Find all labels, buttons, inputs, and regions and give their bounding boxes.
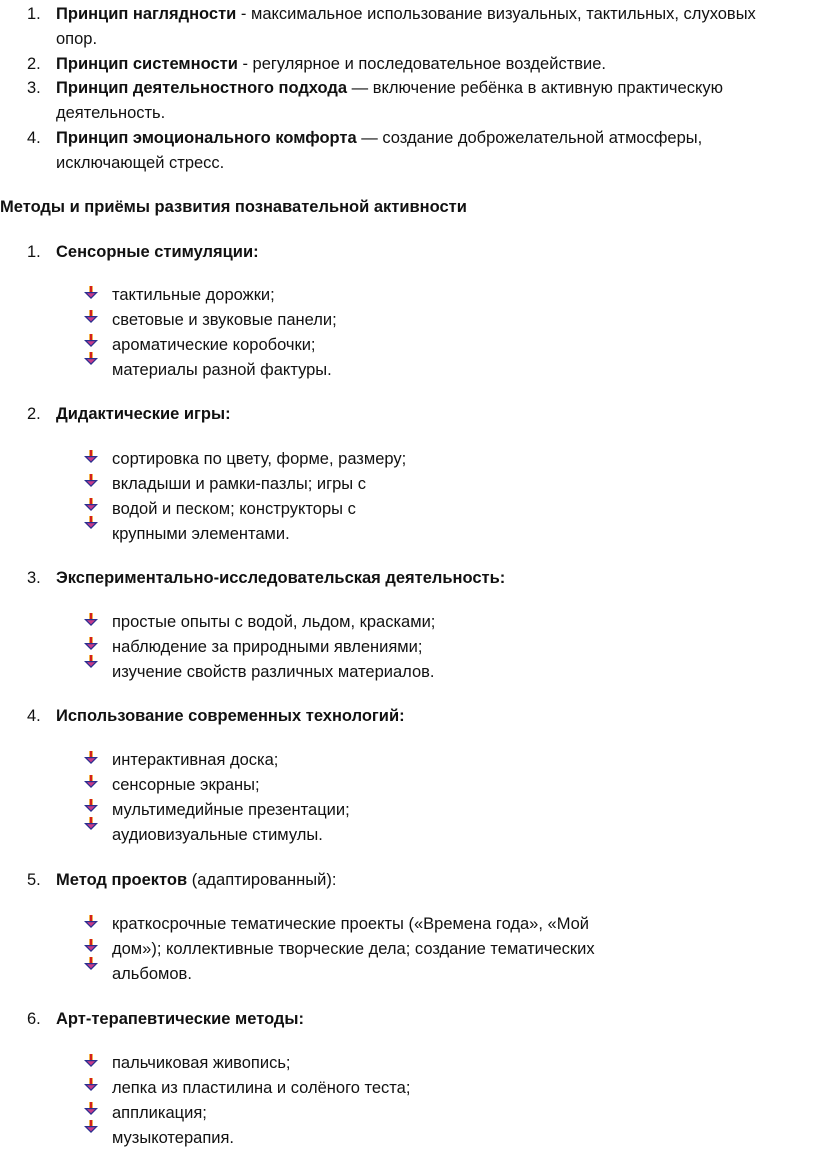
methods-heading: Методы и приёмы развития познавательной активности: [0, 198, 467, 216]
principle-text: — включение ребёнка в активную практическую: [347, 79, 723, 97]
arrow-bullet-icon: [84, 655, 98, 669]
list-item: краткосрочные тематические проекты («Времена года», «Мой: [112, 915, 590, 933]
arrow-bullet-icon: [84, 516, 98, 530]
principle-text-continued: исключающей стресс.: [56, 154, 225, 172]
arrow-bullet-icon: [84, 915, 98, 929]
arrow-bullet-icon: [84, 1078, 98, 1092]
list-item: наблюдение за природными явлениями;: [112, 638, 423, 656]
method-title-line: [56, 872, 336, 889]
principle-title: Принцип системности: [56, 55, 238, 73]
arrow-bullet-icon: [84, 474, 98, 488]
list-item: альбомов.: [112, 965, 192, 983]
arrow-bullet-icon: [84, 957, 98, 971]
principle-number: 2.: [27, 55, 41, 73]
arrow-bullet-icon: [84, 775, 98, 789]
list-item: мультимедийные презентации;: [112, 801, 350, 819]
method-title: Арт-терапевтические методы:: [56, 1010, 304, 1028]
list-item: ароматические коробочки;: [112, 336, 316, 354]
arrow-bullet-icon: [84, 799, 98, 813]
method-title: Использование современных технологий:: [56, 707, 405, 725]
arrow-bullet-icon: [84, 334, 98, 348]
list-item: тактильные дорожки;: [112, 286, 275, 304]
principle-title: Принцип эмоционального комфорта: [56, 129, 357, 147]
list-item: интерактивная доска;: [112, 751, 279, 769]
principle-line: [56, 6, 756, 23]
method-number: 3.: [27, 569, 41, 587]
principle-text: - регулярное и последовательное воздействие.: [237, 55, 606, 73]
arrow-bullet-icon: [84, 310, 98, 324]
principle-text: — создание доброжелательной атмосферы,: [356, 129, 703, 147]
principle-number: 3.: [27, 79, 41, 97]
method-number: 2.: [27, 405, 41, 423]
list-item: водой и песком; конструкторы с: [112, 500, 356, 518]
list-item: сортировка по цвету, форме, размеру;: [112, 450, 407, 468]
arrow-bullet-icon: [84, 1102, 98, 1116]
list-item: аудиовизуальные стимулы.: [112, 826, 323, 844]
list-item: материалы разной фактуры.: [112, 361, 332, 379]
method-number: 6.: [27, 1010, 41, 1028]
arrow-bullet-icon: [84, 1054, 98, 1068]
list-item: аппликация;: [112, 1104, 207, 1122]
method-number: 5.: [27, 871, 41, 889]
method-number: 4.: [27, 707, 41, 725]
arrow-bullet-icon: [84, 939, 98, 953]
method-title: Метод проектов: [56, 871, 188, 889]
method-title: Сенсорные стимуляции:: [56, 243, 259, 261]
arrow-bullet-icon: [84, 450, 98, 464]
principle-number: 1.: [27, 5, 41, 23]
arrow-bullet-icon: [84, 498, 98, 512]
list-item: световые и звуковые панели;: [112, 311, 337, 329]
principle-title: Принцип деятельностного подхода: [56, 79, 348, 97]
list-item: пальчиковая живопись;: [112, 1054, 291, 1072]
list-item: вкладыши и рамки-пазлы; игры с: [112, 475, 366, 493]
list-item: крупными элементами.: [112, 525, 290, 543]
method-title-suffix: (адаптированный):: [187, 871, 337, 889]
principle-number: 4.: [27, 129, 41, 147]
list-item: лепка из пластилина и солёного теста;: [112, 1079, 411, 1097]
arrow-bullet-icon: [84, 286, 98, 300]
list-item: простые опыты с водой, льдом, красками;: [112, 613, 436, 631]
arrow-bullet-icon: [84, 637, 98, 651]
method-number: 1.: [27, 243, 41, 261]
method-title: Дидактические игры:: [56, 405, 231, 423]
principle-title: Принцип наглядности: [56, 5, 237, 23]
list-item: сенсорные экраны;: [112, 776, 260, 794]
arrow-bullet-icon: [84, 352, 98, 366]
principle-text: - максимальное использование визуальных, тактильных, слуховых: [236, 5, 756, 23]
list-item: дом»); коллективные творческие дела; создание тематических: [112, 940, 595, 958]
principle-line: [56, 80, 723, 97]
arrow-bullet-icon: [84, 817, 98, 831]
arrow-bullet-icon: [84, 613, 98, 627]
list-item: музыкотерапия.: [112, 1129, 234, 1147]
principle-line: [56, 56, 606, 73]
principle-text-continued: деятельность.: [56, 104, 166, 122]
method-title: Экспериментально-исследовательская деятельность:: [56, 569, 506, 587]
list-item: изучение свойств различных материалов.: [112, 663, 435, 681]
principle-text-continued: опор.: [56, 30, 98, 48]
principle-line: [56, 130, 702, 147]
arrow-bullet-icon: [84, 751, 98, 765]
arrow-bullet-icon: [84, 1120, 98, 1134]
